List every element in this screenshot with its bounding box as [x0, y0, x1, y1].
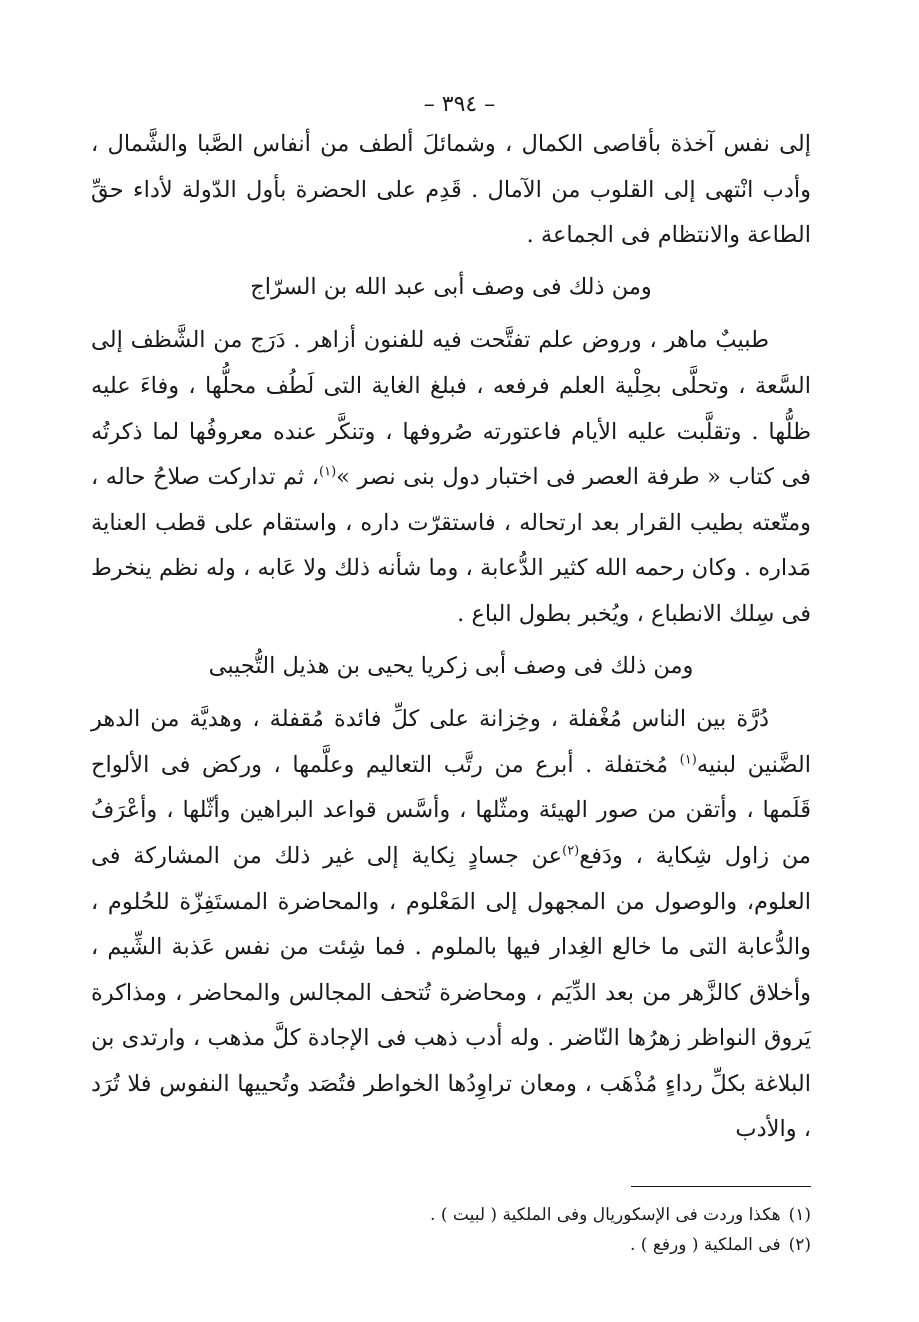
footnotes [91, 1200, 811, 1260]
footnote-2-mark: (٢) [788, 1235, 811, 1255]
footnote-1-text: هكذا وردت فى الإسكوريال وفى الملكية ( لبيت ) . [430, 1205, 781, 1225]
footnote-marker-1: (١) [319, 464, 337, 480]
footnote-marker-2: (١) [679, 752, 697, 768]
paragraph-ibn-al-sarraj-part-1: طبيبٌ ماهر ، وروض علم تفتَّحت فيه للفنون أزاهر . دَرَج من الشَّظف إلى السَّعة ، وتحلَّى بحِلْية العلم فرفعه ، فبلغ الغاية التى لَطُف محلُّها ، وفاءَ عليه ظلُّها . وتقلَّبت عليه الأيام فاعتورته صُروفها ، وتنكَّر عنده معروفُها لما ذكرتُه فى كتاب « طرفة العصر فى اختبار دول بنى نصر » [91, 327, 811, 491]
section-heading-ibn-al-sarraj: ومن ذلك فى وصف أبى عبد الله بن السرّاج [250, 273, 652, 300]
footnote-2 [91, 1230, 811, 1260]
footnote-1 [91, 1200, 811, 1230]
footnote-divider [631, 1186, 811, 1187]
footnote-1-mark: (١) [788, 1205, 811, 1225]
paragraph-yahya-part-1: دُرَّة بين الناس مُغْفلة ، وخِزانة على كلِّ فائدة مُقفلة ، وهديَّة من الدهر الضَّنين لبنيه [91, 706, 811, 778]
paragraph-ibn-al-sarraj [91, 318, 811, 637]
footnote-2-text: فى الملكية ( ورفع ) . [630, 1235, 781, 1255]
footnote-marker-3: (٢) [562, 843, 580, 859]
paragraph-yahya-ibn-hudhayl [91, 697, 811, 1153]
paragraph-yahya-part-3: عن جسادٍ نِكاية إلى غير ذلك من المشاركة فى العلوم، والوصول من المجهول إلى المَعْلوم ، والمحاضرة المستَفِزّة للحُلوم ، والدُّعابة التى ما خالع الغِدار فيها بالملوم . فما شِئت من نفس عَذبة الشِّيم ، وأخلاق كالزَّهر من بعد الدِّيَم ، ومحاضرة تُتحف المجالس والمحاضر ، ومذاكرة يَروق النواظر زهرُها النّاضر . وله أدب ذهب فى الإجادة كلَّ مذهب ، وارتدى بن البلاغة بكلِّ رداءٍ مُذْهَب ، ومعان تراوِدُها الخواطر فتُصَد وتُحييها النفوس فلا تُرَد ، والأدب [91, 842, 811, 1143]
main-text [91, 122, 811, 1153]
paragraph-ibn-al-sarraj-part-2: ، ثم تداركت صلاحُ حاله ، ومتّعته بطيب القرار بعد ارتحاله ، فاستقرّت داره ، واستقام على قطب العناية مَداره . وكان رحمه الله كثير الدُّعابة ، وما شأنه ذلك ولا عَابه ، وله نظم ينخرط فى سِلك الانطباع ، ويُخبر بطول الباع . [91, 464, 811, 627]
section-heading-yahya-ibn-hudhayl: ومن ذلك فى وصف أبى زكريا يحيى بن هذيل التُّجيبى [208, 652, 694, 679]
page-number: – ٣٩٤ – [423, 92, 496, 117]
paragraph-yahya-part-2: مُختفلة . أبرع من رتَّب التعاليم وعلَّمها ، وركض فى الألواح قَلَمها ، وأتقن من صور الهيئة ومثّلها ، وأسَّس قواعد البراهين وأثّلها ، وأعْرَفُ من زاول شِكاية ، ودَفع [91, 751, 811, 869]
paragraph-intro: إلى نفس آخذة بأقاصى الكمال ، وشمائلَ ألطف من أنفاس الصَّبا والشَّمال ، وأدب انْتهى إلى القلوب من الآمال . قَدِم على الحضرة بأول الدّولة لأداء حقِّ الطاعة والانتظام فى الجماعة . [91, 131, 811, 249]
